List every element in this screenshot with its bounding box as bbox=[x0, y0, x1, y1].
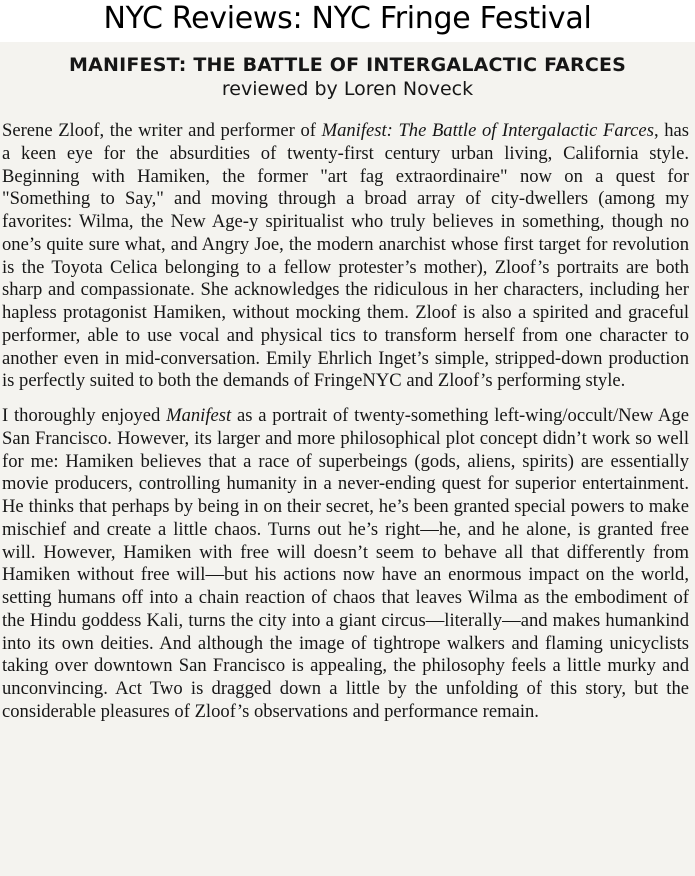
paragraph-text: Serene Zloof, the writer and performer of bbox=[2, 120, 322, 141]
paragraph-text: as a portrait of twenty-something left-wing/occult/New Age San Francisco. However, its larger and more philosophical plot concept didn’t work so well for me: Hamiken believes that a race of superbeings (gods, aliens, spirits) are essentially movie producers, controlling humanity in a never-ending quest for superior entertainment. He thinks that perhaps by being in on their secret, he’s been granted special powers to make mischief and create a little chaos. Turns out he’s right—he, and he alone, is granted free will. However, Hamiken with free will doesn’t seem to behave all that differently from Hamiken without free will—but his actions now have an enormous impact on the world, setting humans off into a chain reaction of chaos that leaves Wilma as the embodiment of the Hindu goddess Kali, turns the city into a giant circus—literally—and makes humankind into its own deities. And although the image of tightrope walkers and flaming unicyclists taking over downtown San Francisco is appealing, the philosophy feels a little murky and unconvincing. Act Two is dragged down a little by the unfolding of this story, but the considerable pleasures of Zloof’s observations and performance remain. bbox=[2, 405, 689, 722]
paragraph-text: , has a keen eye for the absurdities of twenty-first century urban living, California style. Beginning with Hamiken, the former "art fag extraordinaire" now on a quest for "Something to Say," and moving through a broad array of city-dwellers (among my favorites: Wilma, the New Age-y spiritualist who truly believes in something, though no one’s quite sure what, and Angry Joe, the modern anarchist whose first target for revolution is the Toyota Celica belonging to a fellow protester’s mother), Zloof’s portraits are both sharp and compassionate. She acknowledges the ridiculous in her characters, including her hapless protagonist Hamiken, without mocking them. Zloof is also a spirited and graceful performer, able to use vocal and physical tics to transform herself from one character to another even in mid-conversation. Emily Ehrlich Inget’s simple, stripped-down production is perfectly suited to both the demands of FringeNYC and Zloof’s performing style. bbox=[2, 120, 689, 392]
review-paragraph bbox=[2, 405, 689, 724]
italic-title-text: Manifest bbox=[166, 405, 232, 426]
scanned-review bbox=[0, 42, 695, 876]
review-body bbox=[2, 120, 689, 724]
page-title: NYC Reviews: NYC Fringe Festival bbox=[103, 1, 592, 36]
review-paragraph bbox=[2, 120, 689, 393]
italic-title-text: Manifest: The Battle of Intergalactic Farces bbox=[321, 120, 654, 141]
review-byline: reviewed by Loren Noveck bbox=[221, 78, 474, 100]
review-heading bbox=[0, 53, 695, 101]
review-title: MANIFEST: THE BATTLE OF INTERGALACTIC FARCES bbox=[68, 54, 627, 76]
paragraph-text: I thoroughly enjoyed bbox=[2, 405, 167, 426]
